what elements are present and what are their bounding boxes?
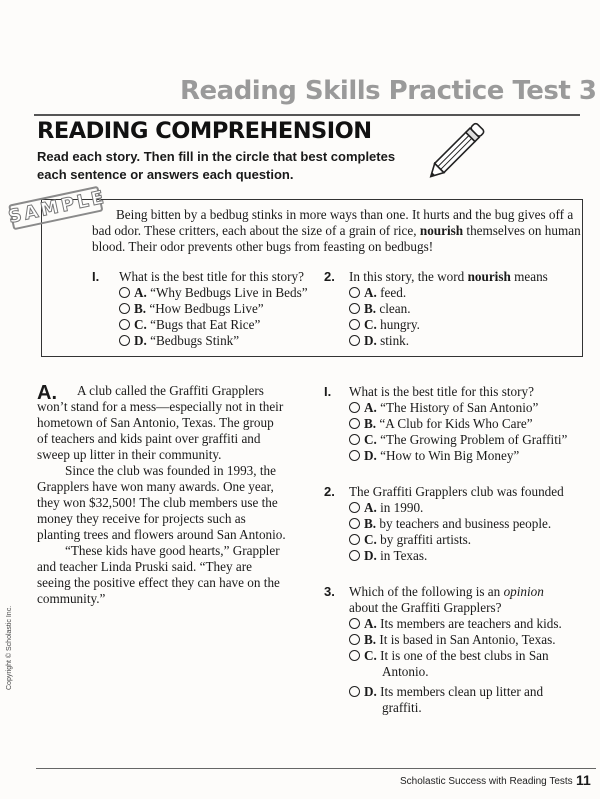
q2-option-b[interactable]: B. by teachers and business people. <box>349 516 551 532</box>
story-a-paragraph: Since the club was founded in 1993, the Grapplers have won many awards. One year, they won $32,500! The club members use the money they receive for projects such as planting trees and flowers around San Antonio. <box>37 463 286 542</box>
story-a-passage <box>37 383 287 607</box>
answer-bubble-icon[interactable] <box>349 335 360 346</box>
sample-question-text: What is the best title for this story? <box>119 269 304 284</box>
question-number: 2. <box>324 484 335 499</box>
test-title: Reading Skills Practice Test 3 <box>180 76 597 106</box>
question-number: I. <box>324 384 332 399</box>
answer-bubble-icon[interactable] <box>349 450 360 461</box>
q2-option-d[interactable]: D. in Texas. <box>349 548 427 564</box>
question-text: The Graffiti Grapplers club was founded <box>349 484 564 499</box>
sample-q2-option-d[interactable]: D. stink. <box>349 333 409 349</box>
section-heading: READING COMPREHENSION <box>37 118 372 144</box>
sample-q1-option-d[interactable]: D. “Bedbugs Stink” <box>119 333 239 349</box>
directions: Read each story. Then fill in the circle that best completes each sentence or answers each question. <box>37 149 396 182</box>
answer-bubble-icon[interactable] <box>349 402 360 413</box>
q1-option-d[interactable]: D. “How to Win Big Money” <box>349 448 519 464</box>
answer-bubble-icon[interactable] <box>349 434 360 445</box>
sample-q1-option-a[interactable]: A. “Why Bedbugs Live in Beds” <box>119 285 308 301</box>
answer-bubble-icon[interactable] <box>349 650 360 661</box>
sample-q1-option-c[interactable]: C. “Bugs that Eat Rice” <box>119 317 260 333</box>
question-number: 3. <box>324 584 335 599</box>
sample-stamp-label: SAMPLE <box>6 186 109 228</box>
q2-option-a[interactable]: A. in 1990. <box>349 500 423 516</box>
answer-bubble-icon[interactable] <box>349 319 360 330</box>
answer-bubble-icon[interactable] <box>119 287 130 298</box>
answer-bubble-icon[interactable] <box>349 518 360 529</box>
q3-option-c[interactable]: C. It is one of the best clubs in San Antonio. <box>349 648 574 680</box>
q3-option-a[interactable]: A. Its members are teachers and kids. <box>349 616 562 632</box>
q1-option-c[interactable]: C. “The Growing Problem of Graffiti” <box>349 432 567 448</box>
answer-bubble-icon[interactable] <box>349 303 360 314</box>
answer-bubble-icon[interactable] <box>349 287 360 298</box>
q1-option-a[interactable]: A. “The History of San Antonio” <box>349 400 538 416</box>
footer-book-title: Scholastic Success with Reading Tests <box>400 776 573 787</box>
title-rule <box>34 114 580 116</box>
q1-option-b[interactable]: B. “A Club for Kids Who Care” <box>349 416 533 432</box>
answer-bubble-icon[interactable] <box>349 618 360 629</box>
sample-q2-option-c[interactable]: C. hungry. <box>349 317 420 333</box>
copyright: Copyright © Scholastic Inc. <box>6 605 13 690</box>
answer-bubble-icon[interactable] <box>349 418 360 429</box>
q3-option-b[interactable]: B. It is based in San Antonio, Texas. <box>349 632 556 648</box>
question-text: What is the best title for this story? <box>349 384 534 399</box>
sample-q2-option-b[interactable]: B. clean. <box>349 301 411 317</box>
answer-bubble-icon[interactable] <box>119 303 130 314</box>
q3-option-d[interactable]: D. Its members clean up litter and graffiti. <box>349 684 574 716</box>
question-text: Which of the following is an opinion about the Graffiti Grapplers? <box>349 584 544 615</box>
footer-rule <box>36 768 596 769</box>
story-label: A. <box>37 382 57 404</box>
sample-q1-option-b[interactable]: B. “How Bedbugs Live” <box>119 301 264 317</box>
sample-question-number: I. <box>92 269 100 284</box>
sample-passage: Being bitten by a bedbug stinks in more ways than one. It hurts and the bug gives off a bad odor. These critters, each about the size of a grain of rice, nourish themselves on human blood. Their odor prevents other bugs from feasting on bedbugs! <box>92 207 581 254</box>
answer-bubble-icon[interactable] <box>349 550 360 561</box>
story-a-paragraph: “These kids have good hearts,” Grappler and teacher Linda Pruski said. “They are seeing the positive effect they can have on the community.” <box>37 543 280 606</box>
answer-bubble-icon[interactable] <box>119 319 130 330</box>
answer-bubble-icon[interactable] <box>349 686 360 697</box>
page-number: 11 <box>576 772 591 788</box>
pencil-icon <box>418 110 498 190</box>
story-a-paragraph: A club called the Graffiti Grapplers won’t stand for a mess—especially not in their hometown of San Antonio, Texas. The group of teachers and kids paint over graffiti and sweep up litter in their community. <box>37 383 284 462</box>
answer-bubble-icon[interactable] <box>349 502 360 513</box>
sample-q2-option-a[interactable]: A. feed. <box>349 285 406 301</box>
sample-question-number: 2. <box>324 269 335 284</box>
sample-question-text: In this story, the word nourish means <box>349 269 548 284</box>
q2-option-c[interactable]: C. by graffiti artists. <box>349 532 471 548</box>
answer-bubble-icon[interactable] <box>349 634 360 645</box>
answer-bubble-icon[interactable] <box>349 534 360 545</box>
answer-bubble-icon[interactable] <box>119 335 130 346</box>
